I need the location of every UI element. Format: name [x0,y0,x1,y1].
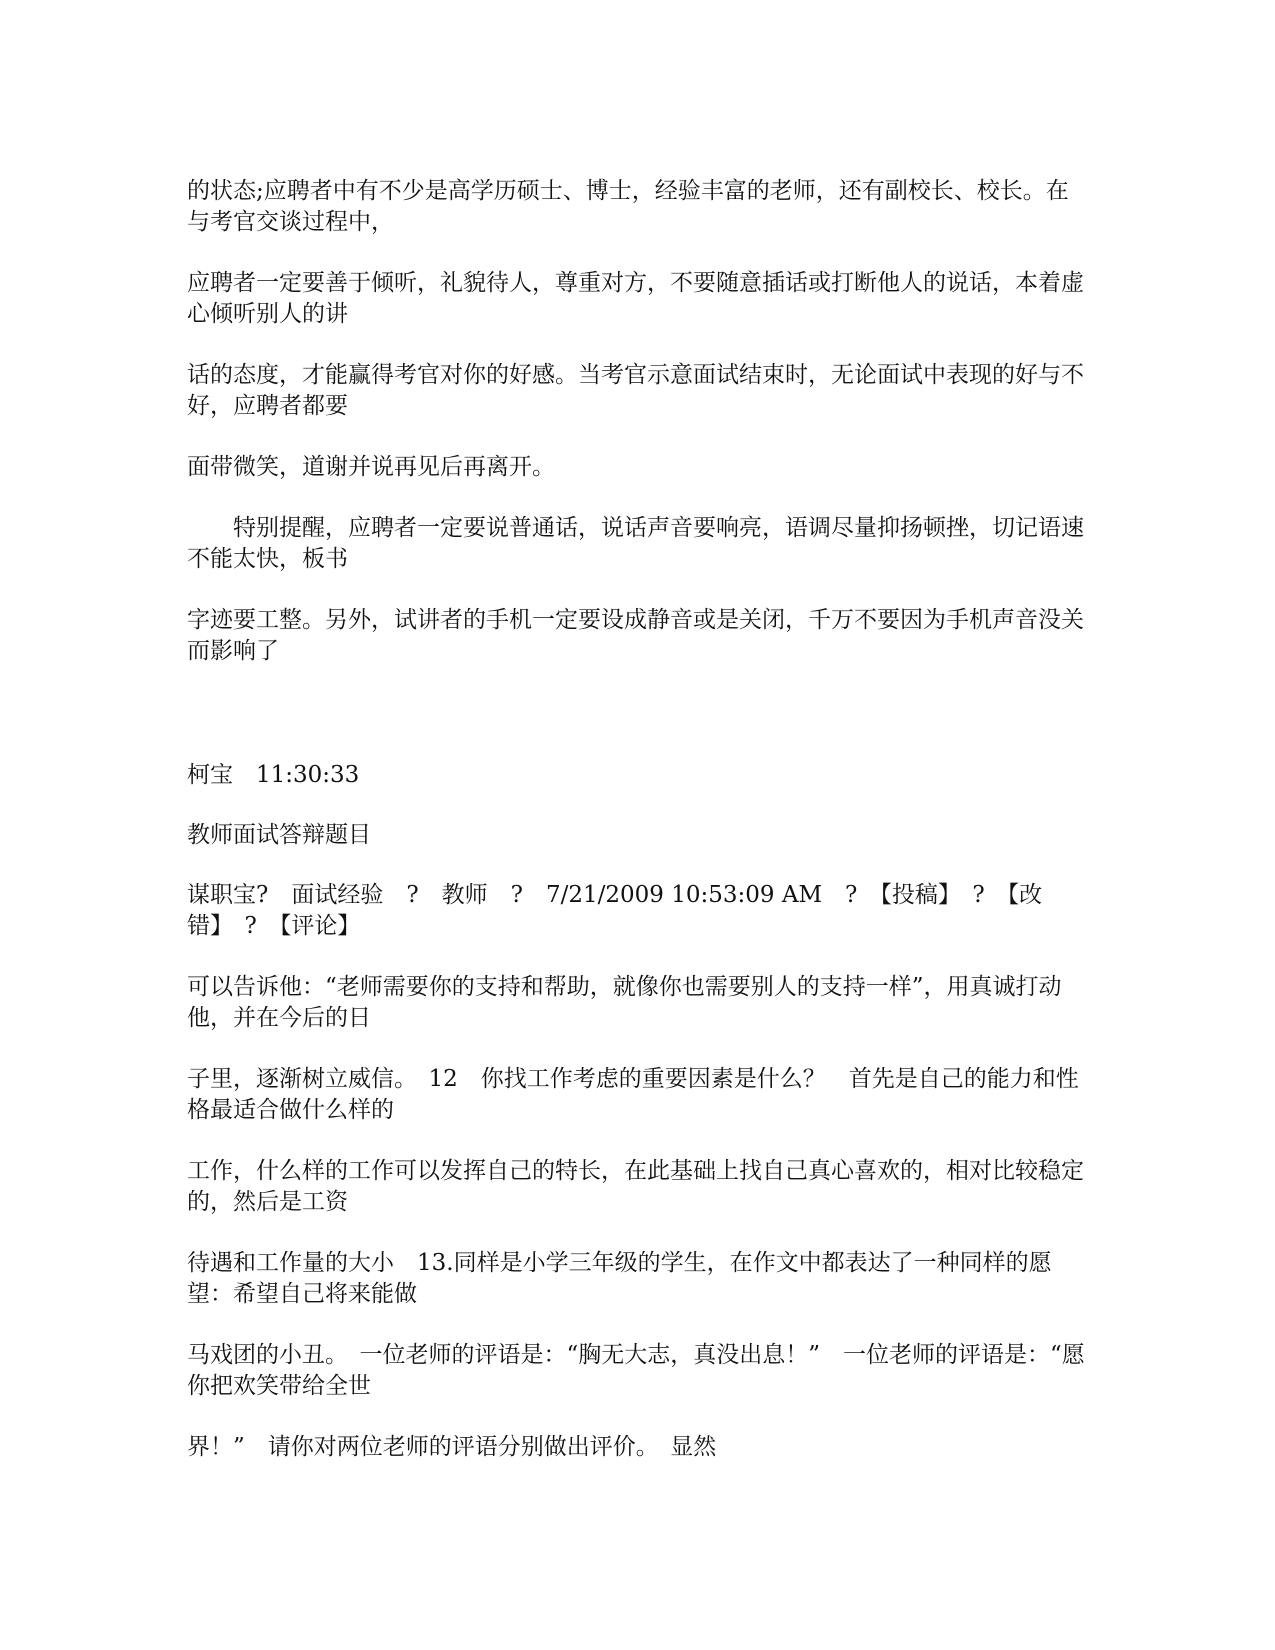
paragraph: 面带微笑，道谢并说再见后再离开。 [187,454,555,480]
paragraph: 工作，什么样的工作可以发挥自己的特长，在此基础上找自己真心喜欢的，相对比较稳定的，然后是工资 [187,1158,1084,1215]
paragraph: 应聘者一定要善于倾听，礼貌待人，尊重对方，不要随意插话或打断他人的说话，本着虚心倾听别人的讲 [187,270,1084,327]
article-meta-line: 谋职宝? 面试经验 ? 教师 ? 7/21/2009 10:53:09 AM ? 【投稿】 ? 【改错】 ? 【评论】 [187,882,1043,939]
paragraph: 字迹要工整。另外，试讲者的手机一定要设成静音或是关闭，千万不要因为手机声音没关而影响了 [187,607,1084,664]
paragraph: 马戏团的小丑。 一位老师的评语是：“胸无大志，真没出息！” 一位老师的评语是：“愿你把欢笑带给全世 [187,1342,1085,1399]
paragraph: 子里，逐渐树立威信。 12 你找工作考虑的重要因素是什么？ 首先是自己的能力和性格最适合做什么样的 [187,1066,1079,1123]
paragraph: 可以告诉他：“老师需要你的支持和帮助，就像你也需要别人的支持一样”，用真诚打动他，并在今后的日 [187,974,1062,1031]
document-body [187,176,1087,1493]
paragraph: 的状态;应聘者中有不少是高学历硕士、博士，经验丰富的老师，还有副校长、校长。在与考官交谈过程中， [187,178,1069,235]
paragraph: 特别提醒，应聘者一定要说普通话，说话声音要响亮，语调尽量抑扬顿挫，切记语速不能太快，板书 [187,515,1084,572]
paragraph: 界！” 请你对两位老师的评语分别做出评价。 显然 [187,1434,717,1460]
section-title: 教师面试答辩题目 [187,822,371,848]
section-gap [187,697,1087,760]
paragraph: 话的态度，才能赢得考官对你的好感。当考官示意面试结束时，无论面试中表现的好与不好，应聘者都要 [187,362,1084,419]
author-timestamp: 柯宝 11:30:33 [187,762,360,788]
paragraph: 待遇和工作量的大小 13.同样是小学三年级的学生，在作文中都表达了一种同样的愿望：希望自己将来能做 [187,1250,1052,1307]
